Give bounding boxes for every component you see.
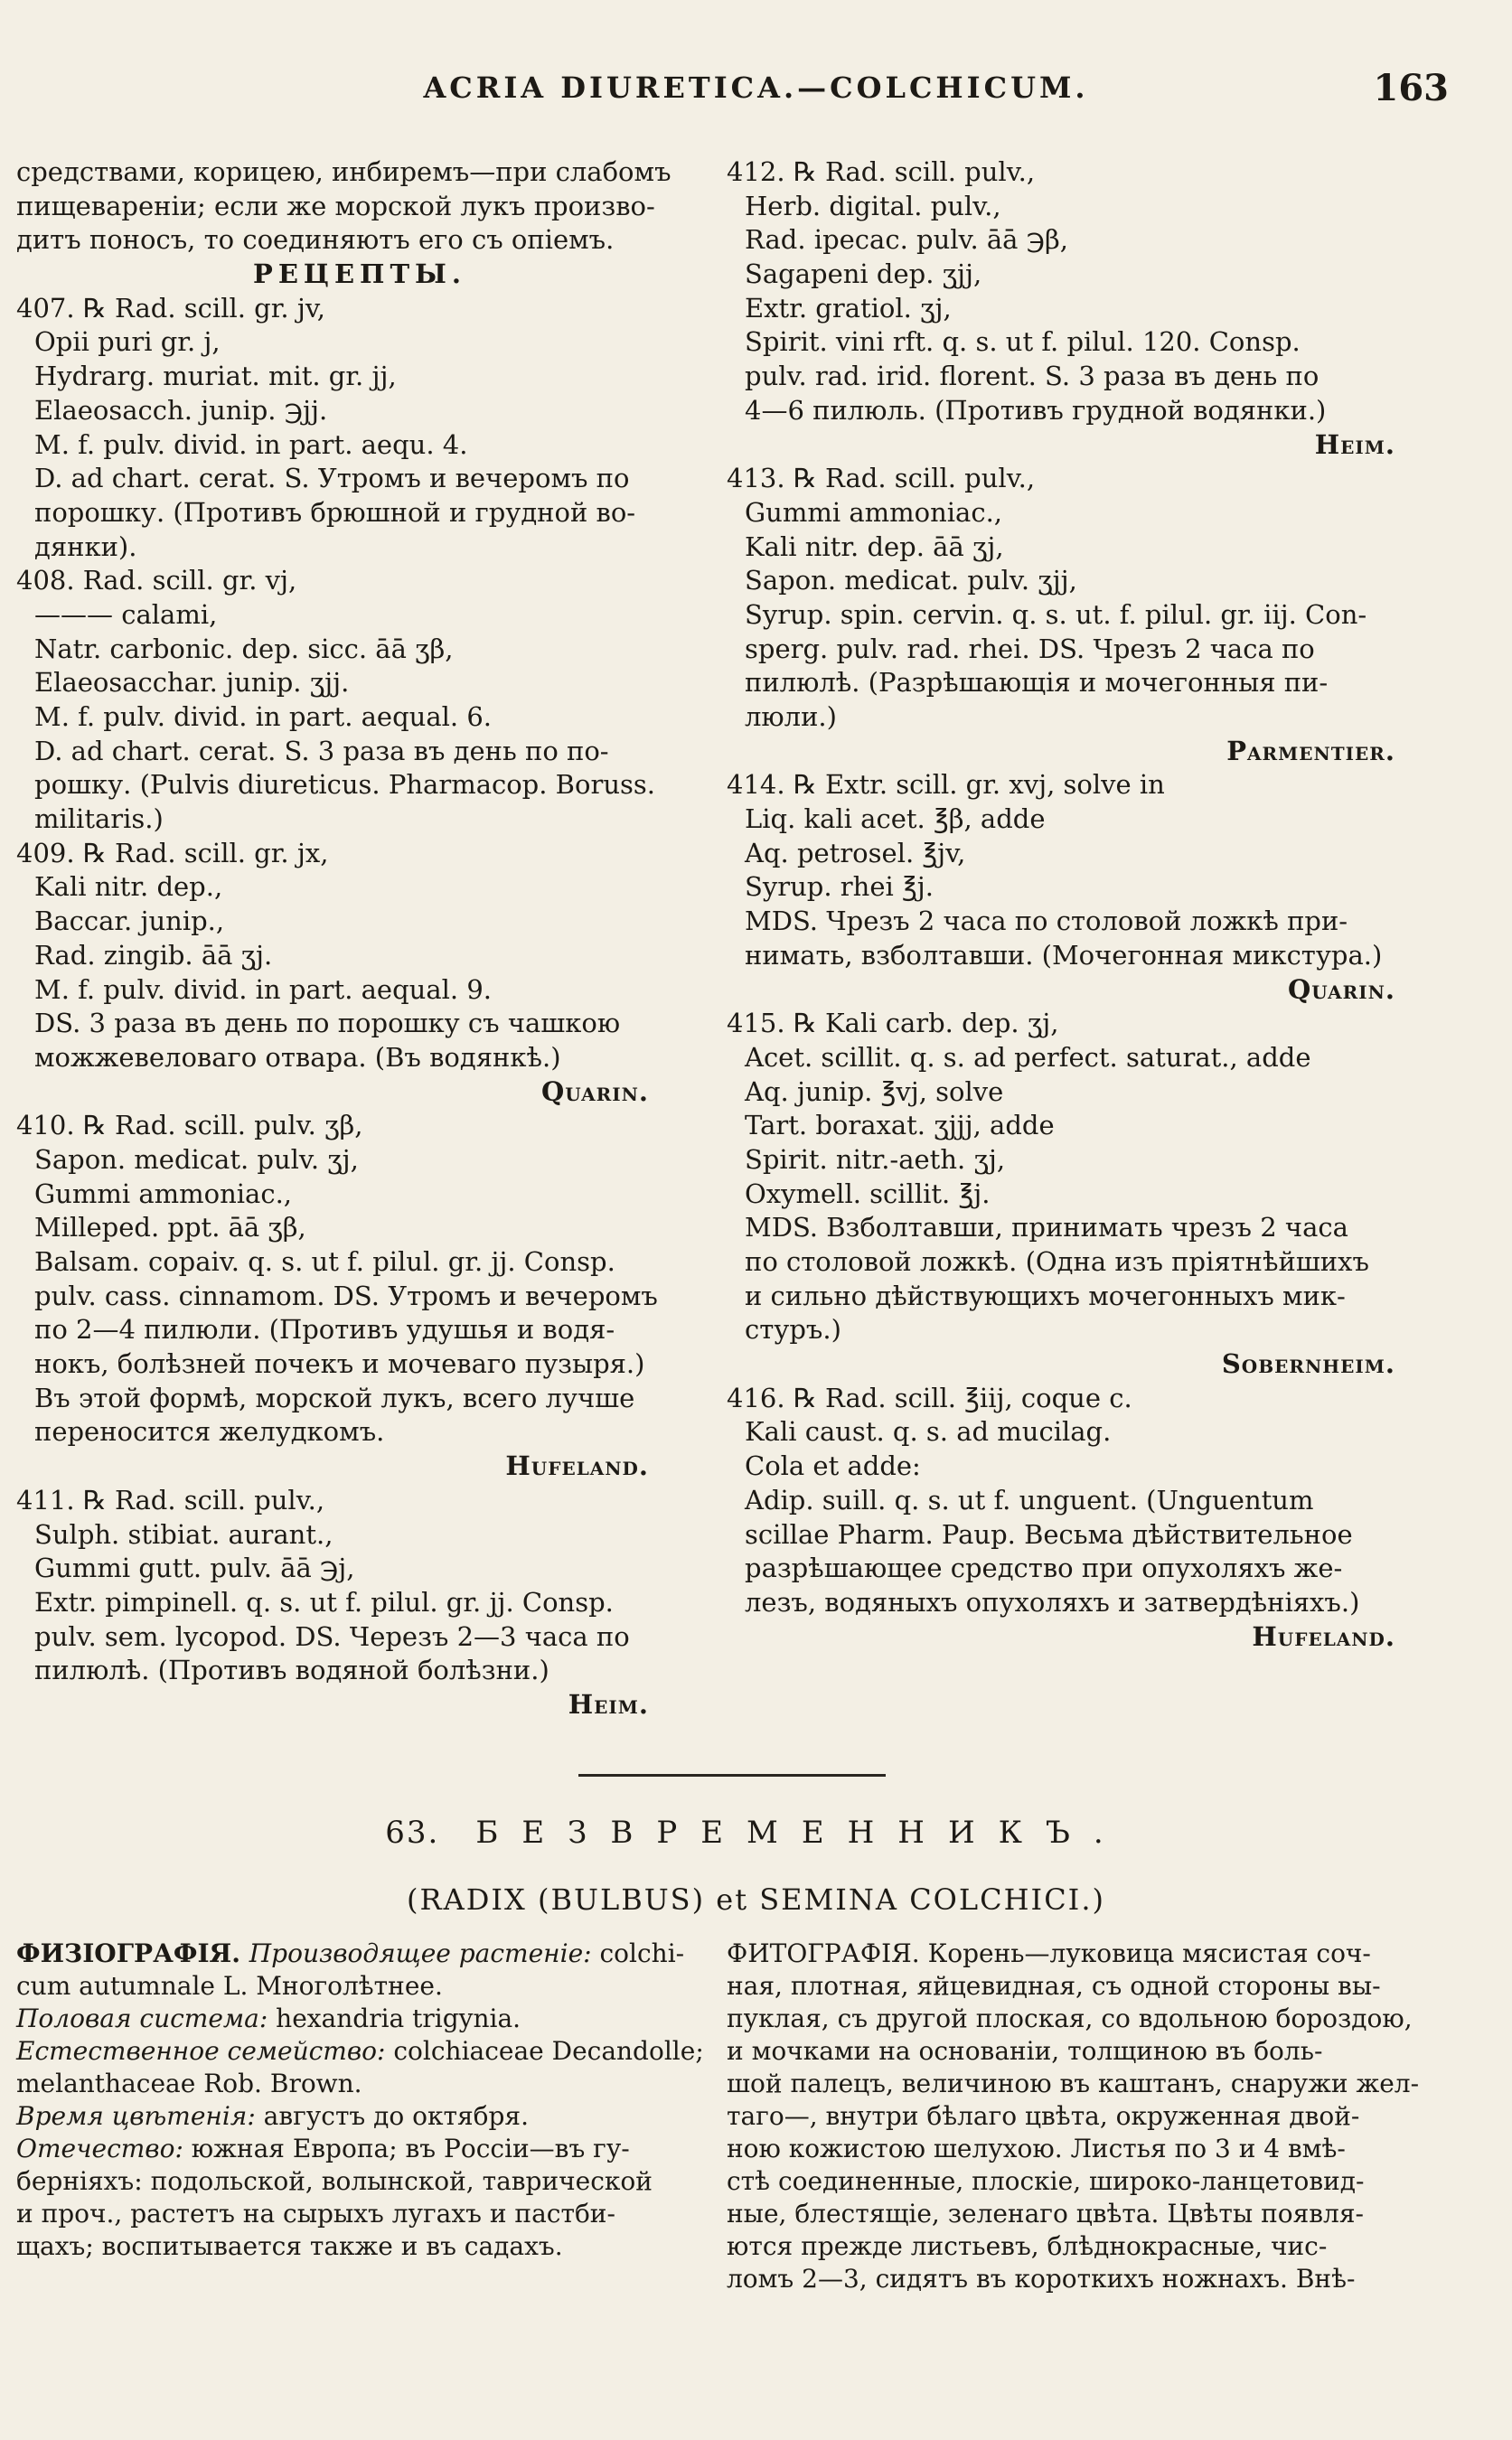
text-line: Syrup. spin. cervin. q. s. ut. f. pilul. gr. iij. Con- (745, 598, 1367, 630)
text-line: 409. ℞ Rad. scill. gr. jx, (16, 837, 329, 868)
text-line: Baccar. junip., (34, 906, 225, 937)
text-line (16, 2003, 703, 2035)
text-line (16, 2100, 703, 2133)
text-line: Kali nitr. dep. āā ʒj, (745, 530, 1004, 562)
text-line: Oxymell. scillit. ℥j. (745, 1178, 991, 1209)
text-line: pulv. rad. irid. florent. S. 3 раза въ день по (745, 361, 1319, 392)
text-line: Extr. pimpinell. q. s. ut f. pilul. gr. jj. Consp. (34, 1586, 614, 1618)
text-line (16, 2133, 703, 2165)
author-signature: Hufeland. (1252, 1620, 1395, 1652)
section-label: ФИЗІОГРАФІЯ. (16, 1938, 249, 1968)
text-line: ФИТОГРАФІЯ. Корень—луковица мясистая соч- (727, 1938, 1371, 1968)
text-line: Syrup. rhei ℥j. (745, 871, 934, 903)
text-line: ные, блестящіе, зеленаго цвѣта. Цвѣты появля- (727, 2199, 1364, 2229)
text-line: Natr. carbonic. dep. sicc. āā ʒβ, (34, 633, 454, 664)
field-value: cum autumnale L. Многолѣтнее. (16, 1971, 443, 2001)
text-line (16, 2230, 703, 2263)
text-line: пуклая, съ другой плоская, со вдольною бороздою, (727, 2004, 1413, 2033)
text-line: пилюлѣ. (Разрѣшающія и мочегонныя пи- (745, 667, 1329, 699)
text-line: Herb. digital. pulv., (745, 190, 1001, 221)
phytography-column (727, 1938, 1450, 2295)
text-line: и сильно дѣйствующихъ мочегонныхъ мик- (745, 1280, 1346, 1311)
text-line: pulv. cass. cinnamom. DS. Утромъ и вечеромъ (34, 1280, 658, 1311)
text-line: можжевеловаго отвара. (Въ водянкѣ.) (34, 1041, 561, 1073)
text-line: ются прежде листьевъ, блѣднокрасные, чис- (727, 2231, 1328, 2261)
author-signature: Quarin. (541, 1075, 649, 1107)
field-value: щахъ; воспитывается также и въ садахъ. (16, 2231, 563, 2261)
field-label: Производящее растеніе: (249, 1938, 600, 1968)
text-line: Rad. zingib. āā ʒj. (34, 939, 273, 971)
text-line: Milleped. ppt. āā ʒβ, (34, 1212, 306, 1243)
field-label: Естественное семейство: (16, 2036, 394, 2066)
text-line: средствами, корицею, инбиремъ—при слабомъ (16, 156, 671, 187)
text-line: M. f. pulv. divid. in part. aequal. 6. (34, 701, 492, 732)
field-value: melanthaceae Rob. Brown. (16, 2069, 362, 2098)
text-line: Sulph. stibiat. aurant., (34, 1518, 333, 1550)
text-line: MDS. Чрезъ 2 часа по столовой ложкѣ при- (745, 906, 1348, 937)
text-line (16, 1970, 703, 2003)
text-line: ——— calami, (34, 598, 218, 630)
text-line: Spirit. nitr.-aeth. ʒj, (745, 1143, 1006, 1175)
text-line: Sapon. medicat. pulv. ʒjj, (745, 565, 1077, 596)
text-line: Tart. boraxat. ʒjjj, adde (745, 1110, 1055, 1141)
text-line: 413. ℞ Rad. scill. pulv., (727, 463, 1036, 494)
physiography-column (16, 1938, 703, 2263)
text-line: пищевареніи; если же морской лукъ произво- (16, 190, 655, 221)
text-line: MDS. Взболтавши, принимать чрезъ 2 часа (745, 1212, 1348, 1243)
field-label: Половая система: (16, 2004, 277, 2033)
text-line (16, 2198, 703, 2230)
recipes-heading: РЕЦЕПТЫ. (253, 258, 466, 290)
author-signature: Parmentier. (1226, 735, 1395, 766)
text-line: militaris.) (34, 803, 164, 835)
text-line: стуръ.) (745, 1314, 841, 1346)
running-title: ACRIA DIURETICA.—COLCHICUM. (423, 70, 1089, 105)
section-subtitle: (RADIX (BULBUS) et SEMINA COLCHICI.) (407, 1882, 1105, 1917)
text-line: D. ad chart. cerat. S. 3 раза въ день по по- (34, 735, 609, 766)
text-line: Gummi ammoniac., (34, 1178, 293, 1209)
text-line: ная, плотная, яйцевидная, съ одной стороны вы- (727, 1971, 1381, 2001)
text-line: по 2—4 пилюли. (Противъ удушья и водя- (34, 1314, 615, 1346)
text-line: Cola et adde: (745, 1450, 921, 1482)
text-line: 410. ℞ Rad. scill. pulv. ʒβ, (16, 1110, 363, 1141)
text-line: Adip. suill. q. s. ut f. unguent. (Unguentum (745, 1484, 1314, 1516)
text-line: дитъ поносъ, то соединяютъ его съ опіемъ. (16, 224, 615, 256)
text-line: Gummi ammoniac., (745, 496, 1003, 528)
text-line: Aq. petrosel. ℥jv, (745, 837, 966, 868)
field-label: Отечество: (16, 2134, 192, 2163)
text-line: Liq. kali acet. ℥β, adde (745, 803, 1046, 835)
text-line: Rad. ipecac. pulv. āā ℈β, (745, 224, 1068, 256)
field-value: colchi- (599, 1938, 685, 1968)
text-line: 4—6 пилюль. (Противъ грудной водянки.) (745, 394, 1327, 426)
text-line: нимать, взболтавши. (Мочегонная микстура.) (745, 939, 1383, 971)
text-line: M. f. pulv. divid. in part. aequ. 4. (34, 428, 468, 460)
left-column (16, 155, 703, 1722)
text-line: пилюлѣ. (Противъ водяной болѣзни.) (34, 1655, 549, 1686)
text-line: ломъ 2—3, сидятъ въ короткихъ ножнахъ. Внѣ- (727, 2264, 1356, 2294)
text-line: Opii puri gr. j, (34, 326, 221, 358)
text-line: Spirit. vini rft. q. s. ut f. pilul. 120. Consp. (745, 326, 1301, 358)
text-line: Aq. junip. ℥vj, solve (745, 1075, 1004, 1107)
text-line: ною кожистою шелухою. Листья по 3 и 4 вмѣ- (727, 2134, 1346, 2163)
section-title: БЕЗВРЕМЕННИКЪ. (475, 1815, 1127, 1851)
right-column (727, 155, 1450, 1654)
text-line: Elaeosacchar. junip. ʒjj. (34, 667, 350, 699)
text-line: лезъ, водяныхъ опухоляхъ и затвердѣніяхъ.) (745, 1586, 1360, 1618)
text-line: порошку. (Противъ брюшной и грудной во- (34, 496, 636, 528)
text-line: D. ad chart. cerat. S. Утромъ и вечеромъ по (34, 463, 630, 494)
text-line: 408. Rad. scill. gr. vj, (16, 565, 297, 596)
field-value: hexandria trigynia. (276, 2004, 521, 2033)
section-divider (578, 1774, 886, 1784)
field-value: и проч., растетъ на сырыхъ лугахъ и пастби- (16, 2199, 615, 2229)
field-value: colchiaceae Decandolle; (393, 2036, 704, 2066)
text-line: 407. ℞ Rad. scill. gr. jv, (16, 292, 326, 324)
text-line (16, 2035, 703, 2068)
text-line: рошку. (Pulvis diureticus. Pharmacop. Boruss. (34, 769, 655, 801)
text-line: 415. ℞ Kali carb. dep. ʒj, (727, 1008, 1059, 1039)
field-value: берніяхъ: подольской, волынской, таврической (16, 2166, 653, 2196)
text-line: Kali caust. q. s. ad mucilag. (745, 1416, 1112, 1448)
author-signature: Quarin. (1288, 973, 1395, 1005)
text-line: Kali nitr. dep., (34, 871, 223, 903)
field-label: Время цвѣтенія: (16, 2101, 264, 2131)
text-line: по столовой ложкѣ. (Одна изъ пріятнѣйшихъ (745, 1246, 1369, 1277)
text-line: 416. ℞ Rad. scill. ℥iij, coque c. (727, 1382, 1132, 1413)
text-line: и мочками на основаніи, толщиною въ боль- (727, 2036, 1323, 2066)
text-line: таго—, внутри бѣлаго цвѣта, окруженная двой- (727, 2101, 1360, 2131)
author-signature: Heim. (1314, 428, 1395, 460)
text-line: стѣ соединенные, плоскіе, широко-ланцетовид- (727, 2166, 1365, 2196)
text-line: Elaeosacch. junip. ℈jj. (34, 394, 328, 426)
text-line: Gummi gutt. pulv. āā ℈j, (34, 1553, 355, 1584)
field-value: южная Европа; въ Россіи—въ гу- (191, 2134, 630, 2163)
text-line (16, 2068, 703, 2100)
text-line: Hydrarg. muriat. mit. gr. jj, (34, 361, 397, 392)
text-line: дянки). (34, 530, 137, 562)
page-number: 163 (1373, 67, 1449, 109)
section-heading (0, 1815, 1512, 1851)
text-line: Sapon. medicat. pulv. ʒj, (34, 1143, 359, 1175)
text-line: 412. ℞ Rad. scill. pulv., (727, 156, 1036, 187)
text-line: Sagapeni dep. ʒjj, (745, 258, 982, 290)
text-line: 414. ℞ Extr. scill. gr. xvj, solve in (727, 769, 1165, 801)
text-line: sperg. pulv. rad. rhei. DS. Чрезъ 2 часа по (745, 633, 1315, 664)
text-line: M. f. pulv. divid. in part. aequal. 9. (34, 973, 492, 1005)
text-line: переносится желудкомъ. (34, 1416, 385, 1448)
text-line: Въ этой формѣ, морской лукъ, всего лучше (34, 1382, 635, 1413)
text-line: нокъ, болѣзней почекъ и мочеваго пузыря.) (34, 1348, 645, 1380)
text-line: 411. ℞ Rad. scill. pulv., (16, 1484, 325, 1516)
section-number: 63. (385, 1815, 440, 1851)
text-line: разрѣшающее средство при опухоляхъ же- (745, 1553, 1343, 1584)
author-signature: Sobernheim. (1221, 1348, 1395, 1380)
text-line (16, 1938, 703, 1970)
field-value: августъ до октября. (263, 2101, 529, 2131)
text-line (16, 2165, 703, 2198)
text-line: Extr. gratiol. ʒj, (745, 292, 952, 324)
text-line: pulv. sem. lycopod. DS. Черезъ 2—3 часа по (34, 1620, 630, 1652)
text-line: шой палецъ, величиною въ каштанъ, снаружи жел- (727, 2069, 1420, 2098)
text-line: Acet. scillit. q. s. ad perfect. saturat., adde (745, 1041, 1311, 1073)
text-line: DS. 3 раза въ день по порошку съ чашкою (34, 1008, 621, 1039)
text-line: люли.) (745, 701, 837, 732)
author-signature: Hufeland. (505, 1450, 649, 1482)
text-line: Balsam. copaiv. q. s. ut f. pilul. gr. jj. Consp. (34, 1246, 615, 1277)
text-line: scillae Pharm. Paup. Весьма дѣйствительное (745, 1518, 1353, 1550)
author-signature: Heim. (568, 1688, 649, 1720)
